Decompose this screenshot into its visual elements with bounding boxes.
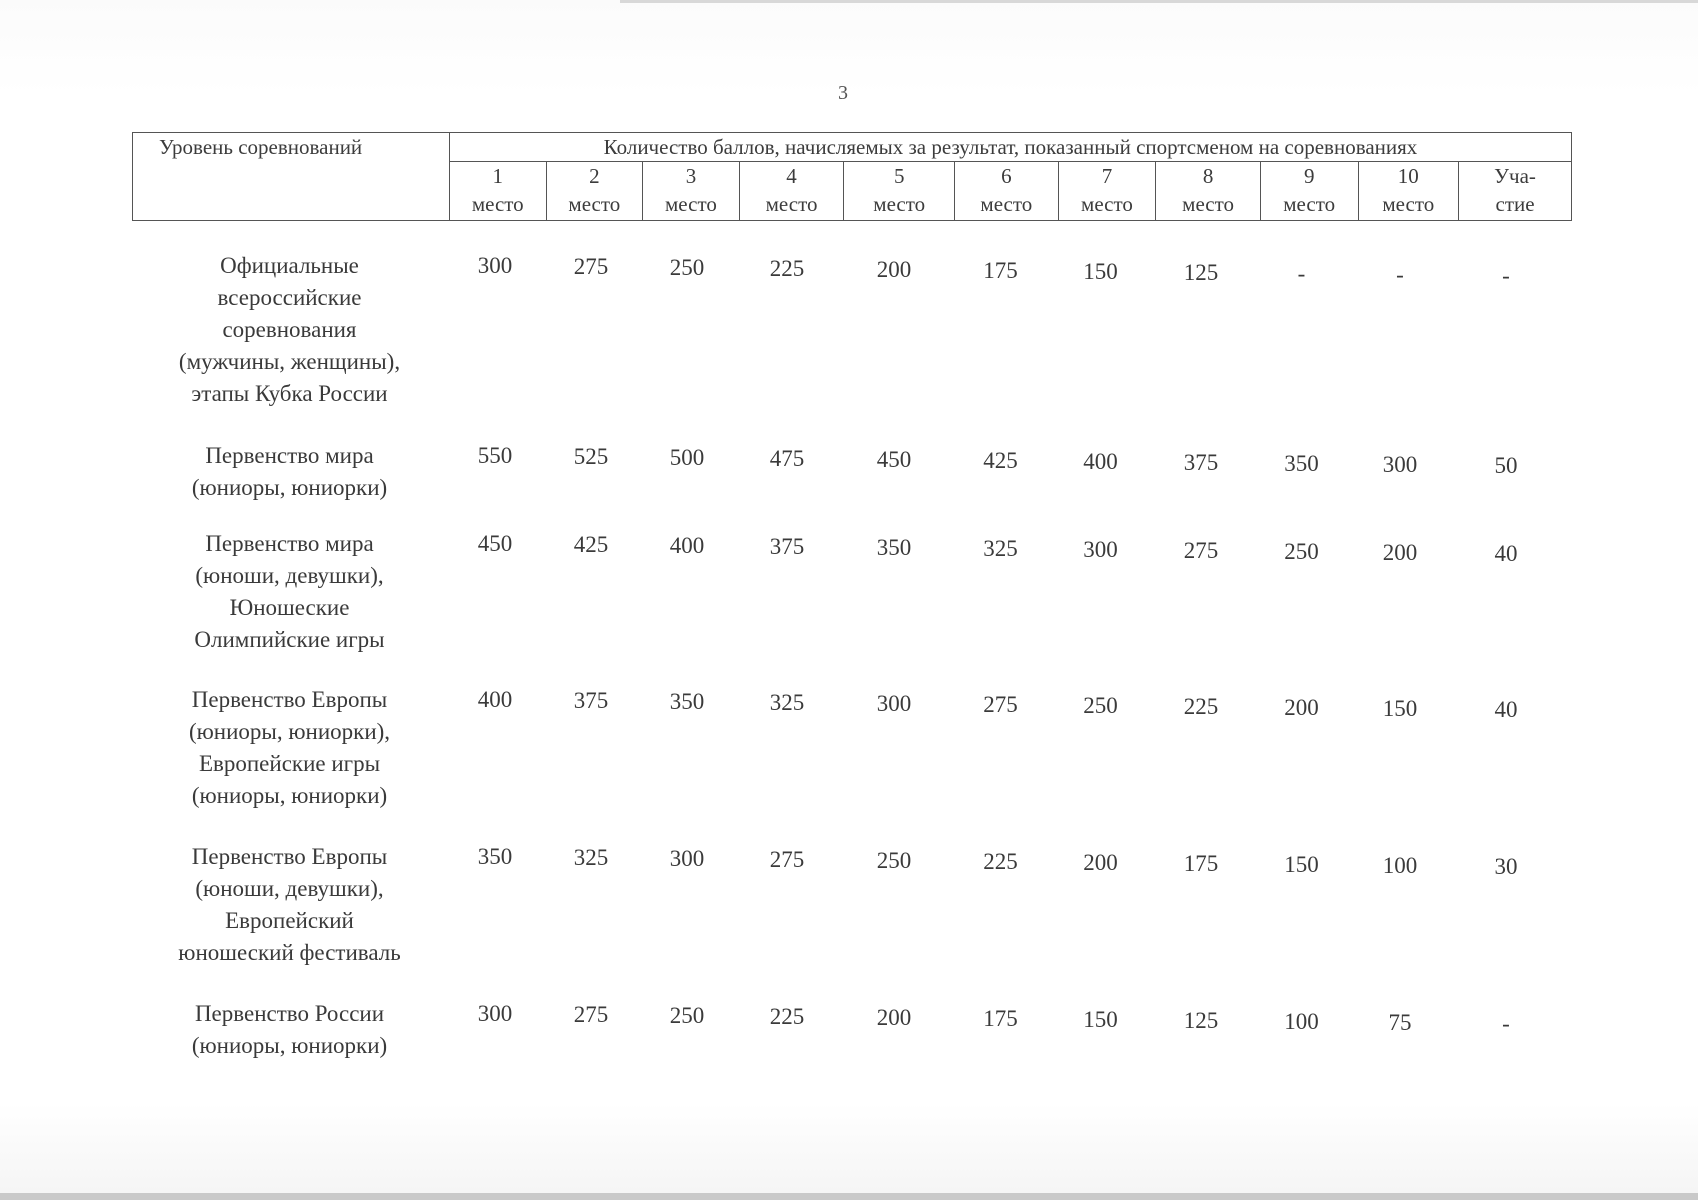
points-cell: 250 [669, 255, 705, 280]
place-number: 10 [1397, 164, 1419, 188]
competition-level [132, 841, 447, 998]
points-cell: 275 [769, 847, 805, 872]
place-header-6 [955, 162, 1059, 221]
place-number: 8 [1202, 164, 1214, 188]
points-cell: 125 [1183, 1008, 1219, 1033]
place-header-10 [1358, 162, 1459, 221]
table-row [132, 841, 1572, 998]
points-cell: 150 [1382, 696, 1418, 721]
competition-level-line: всероссийские [217, 285, 362, 310]
place-word: стие [1495, 192, 1535, 216]
points-cell: 40 [1494, 541, 1518, 566]
competition-level [132, 684, 447, 841]
points-cell: 400 [477, 687, 513, 712]
place-word: место [980, 192, 1033, 216]
points-cell: 375 [1183, 450, 1219, 475]
points-cell: 200 [1382, 540, 1418, 565]
points-cell: - [1502, 1011, 1510, 1036]
points-cell: 275 [573, 1002, 609, 1027]
points-values [447, 998, 1572, 1088]
competition-level-line: (юниоры, юниорки) [191, 1033, 388, 1058]
page-number: 3 [838, 82, 848, 104]
points-cell: 325 [983, 536, 1018, 561]
competition-level-line: Официальные [220, 253, 359, 278]
points-cell: 300 [1382, 452, 1418, 477]
competition-level-line: соревнования [222, 317, 357, 342]
points-cell: 175 [983, 1006, 1018, 1031]
competition-level [132, 250, 447, 440]
place-header-11 [1459, 162, 1572, 221]
points-cell: 400 [669, 533, 705, 558]
points-cell: 350 [669, 689, 705, 714]
place-word: место [1081, 192, 1133, 216]
points-cell: 200 [876, 1005, 912, 1030]
place-header-8 [1156, 162, 1261, 221]
place-header-2 [546, 162, 643, 221]
points-cell: 325 [573, 845, 609, 870]
competition-level-line: Первенство мира [205, 531, 374, 556]
points-cell: 225 [983, 849, 1018, 874]
competition-level-line: Первенство мира [205, 443, 374, 468]
points-values [447, 440, 1572, 528]
competition-level-line: Первенство Европы [191, 844, 388, 869]
table-row [132, 528, 1572, 684]
points-cell: 200 [876, 257, 912, 282]
place-word: место [471, 192, 524, 216]
place-word: место [1182, 192, 1235, 216]
place-number: 5 [893, 164, 905, 188]
points-cell: 50 [1494, 453, 1518, 478]
points-cell: 275 [573, 254, 609, 279]
points-cell: 425 [983, 448, 1018, 473]
place-header-3 [643, 162, 740, 221]
points-cell: 475 [769, 446, 805, 471]
points-cell: 175 [983, 258, 1018, 283]
place-number: 2 [589, 164, 600, 188]
competition-level-line: Олимпийские игры [194, 627, 385, 652]
points-cell: 75 [1388, 1010, 1412, 1035]
points-cell: 300 [876, 691, 912, 716]
table-row [132, 250, 1572, 440]
level-column-header: Уровень соревнований [133, 133, 450, 221]
points-cell: 225 [1183, 694, 1219, 719]
points-values [447, 841, 1572, 998]
competition-level-line: (юноши, девушки), [195, 563, 384, 588]
points-cell: 525 [573, 444, 609, 469]
points-values [447, 684, 1572, 841]
points-column-header: Количество баллов, начисляемых за результат, показанный спортсменом на соревнованиях [449, 133, 1571, 162]
place-number: 4 [786, 164, 797, 188]
scan-edge-bottom [0, 1193, 1698, 1200]
points-cell: 275 [1183, 538, 1219, 563]
place-word: место [1283, 192, 1336, 216]
place-number: 9 [1303, 164, 1315, 188]
points-cell: 350 [477, 844, 513, 869]
points-cell: 100 [1382, 853, 1418, 878]
place-word: место [873, 192, 926, 216]
place-word: место [568, 192, 621, 216]
points-cell: 150 [1284, 852, 1319, 877]
points-cell: 150 [1083, 1007, 1118, 1032]
points-cell: 200 [1083, 850, 1118, 875]
header-row-top [133, 133, 1572, 162]
points-cell: 300 [1083, 537, 1118, 562]
points-cell: 375 [769, 534, 805, 559]
points-cell: 300 [477, 253, 513, 278]
competition-level [132, 440, 447, 528]
points-cell: 350 [1284, 451, 1319, 476]
place-header-1 [449, 162, 546, 221]
points-cell: 40 [1494, 697, 1518, 722]
points-cell: 175 [1183, 851, 1219, 876]
points-cell: 250 [876, 848, 912, 873]
points-table-header [132, 132, 1572, 221]
points-cell: 325 [769, 690, 805, 715]
competition-level-line: этапы Кубка России [191, 381, 388, 406]
points-cell: - [1396, 262, 1404, 287]
points-cell: 30 [1494, 854, 1518, 879]
points-values [447, 250, 1572, 440]
place-header-4 [739, 162, 844, 221]
table-row [132, 684, 1572, 841]
place-number: Уча- [1494, 164, 1536, 188]
place-word: место [1382, 192, 1435, 216]
points-cell: 300 [477, 1001, 513, 1026]
competition-level-line: (юниоры, юниорки) [191, 475, 388, 500]
place-number: 7 [1101, 164, 1113, 188]
points-values [447, 528, 1572, 684]
points-cell: 275 [983, 692, 1018, 717]
competition-level-line: Европейские игры [198, 751, 381, 776]
competition-level-line: юношеский фестиваль [178, 940, 401, 965]
competition-level [132, 998, 447, 1088]
place-number: 1 [492, 164, 503, 188]
points-cell: 200 [1284, 695, 1319, 720]
place-header-7 [1058, 162, 1156, 221]
place-header-9 [1260, 162, 1358, 221]
points-cell: 250 [669, 1003, 705, 1028]
competition-level-line: Первенство России [194, 1001, 385, 1026]
points-cell: - [1502, 263, 1510, 288]
scan-edge-top [620, 0, 1698, 3]
place-number: 3 [685, 164, 697, 188]
table-row [132, 998, 1572, 1088]
points-cell: 350 [876, 535, 912, 560]
points-cell: 500 [669, 445, 705, 470]
competition-level-line: Юношеские [229, 595, 350, 620]
competition-level-line: (юниоры, юниорки), [188, 719, 391, 744]
points-cell: 250 [1284, 539, 1319, 564]
points-cell: 100 [1284, 1009, 1319, 1034]
place-word: место [765, 192, 818, 216]
points-cell: 550 [477, 443, 513, 468]
competition-level [132, 528, 447, 684]
place-header-5 [844, 162, 955, 221]
competition-level-line: (юноши, девушки), [195, 876, 384, 901]
points-cell: 425 [573, 532, 609, 557]
points-cell: 125 [1183, 260, 1219, 285]
points-cell: 450 [876, 447, 912, 472]
place-number: 6 [1001, 164, 1012, 188]
points-table-body [132, 250, 1572, 1088]
points-cell: 225 [769, 256, 805, 281]
points-cell: 450 [477, 531, 513, 556]
points-cell: 375 [573, 688, 609, 713]
points-cell: 250 [1083, 693, 1118, 718]
points-cell: 150 [1083, 259, 1118, 284]
competition-level-line: (юниоры, юниорки) [191, 783, 388, 808]
points-cell: - [1297, 261, 1306, 286]
place-word: место [665, 192, 717, 216]
points-cell: 400 [1083, 449, 1118, 474]
table-row [132, 440, 1572, 528]
competition-level-line: Европейский [225, 908, 354, 933]
competition-level-line: (мужчины, женщины), [178, 349, 401, 374]
points-cell: 225 [769, 1004, 805, 1029]
competition-level-line: Первенство Европы [191, 687, 388, 712]
points-cell: 300 [669, 846, 705, 871]
